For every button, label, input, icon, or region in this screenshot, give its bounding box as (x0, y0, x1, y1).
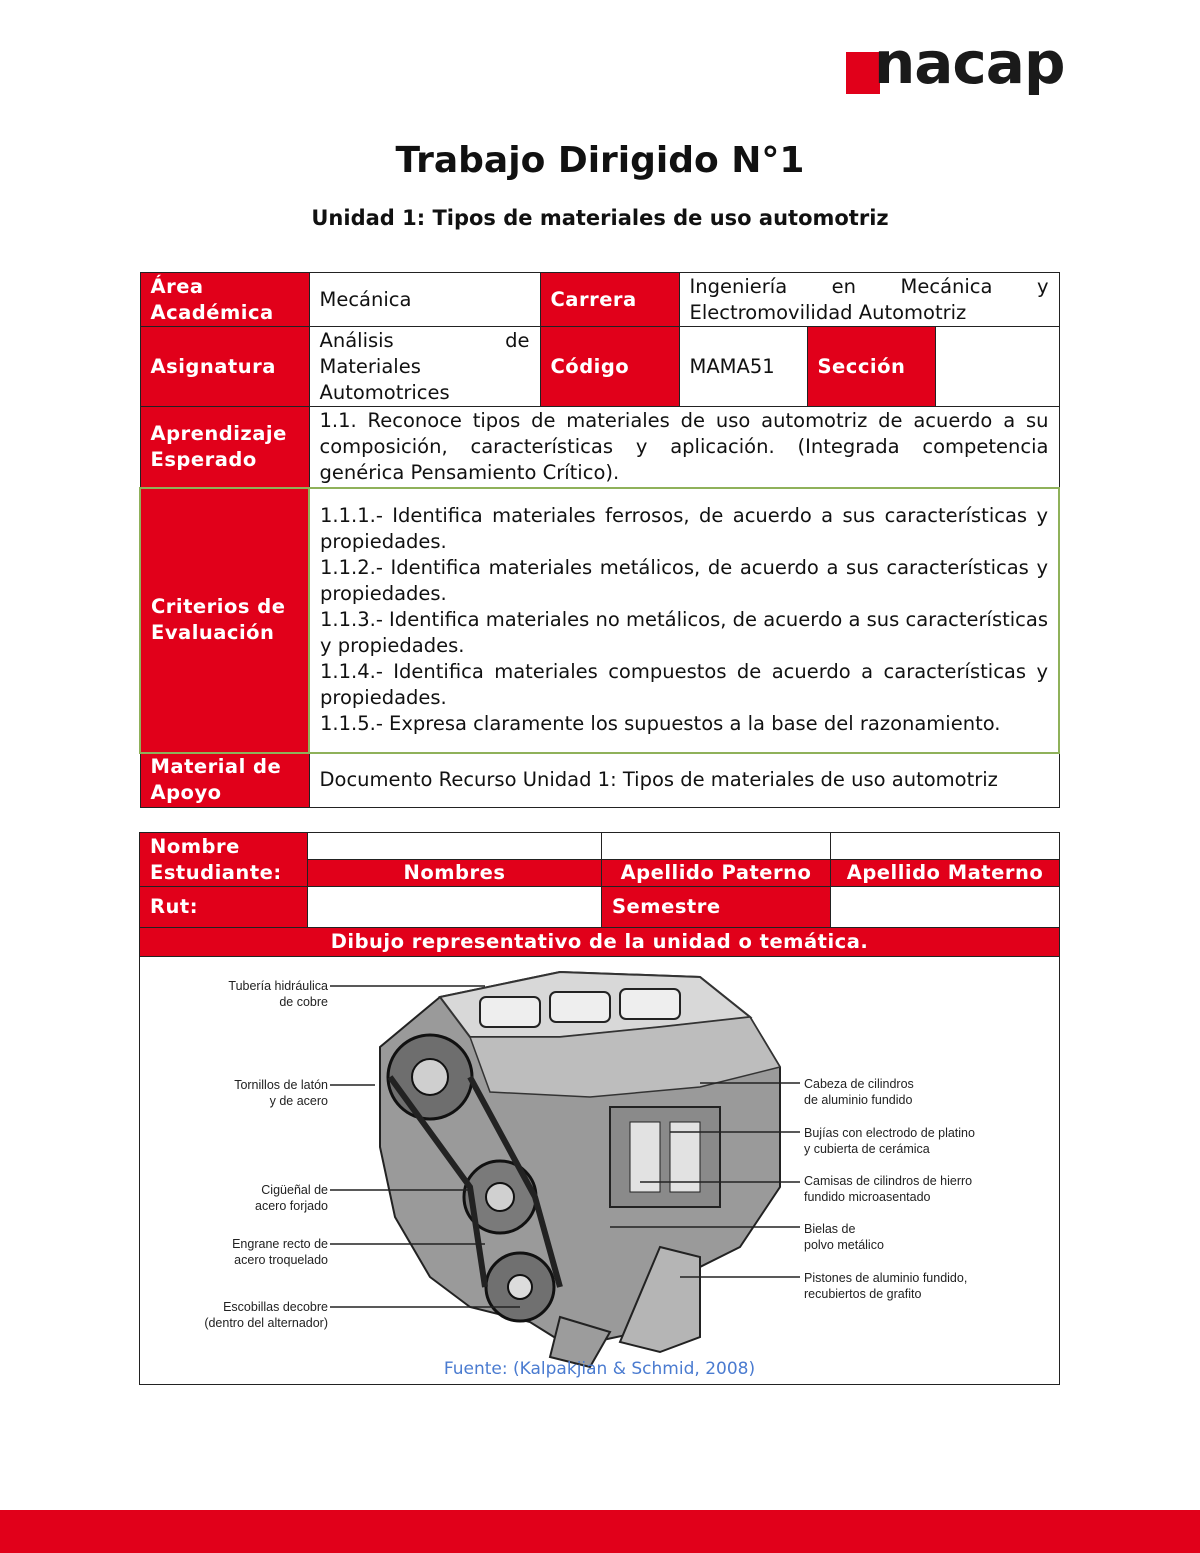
nombres-header: Nombres (308, 860, 602, 887)
semestre-label: Semestre (602, 887, 831, 928)
label-escobillas-2: (dentro del alternador) (204, 1316, 328, 1330)
rut-input[interactable] (308, 887, 602, 928)
criterio-item: 1.1.5.- Expresa claramente los supuestos a la base del razonamiento. (320, 712, 1001, 735)
carrera-line-2: Electromovilidad Automotriz (689, 300, 967, 324)
label-pistones-2: recubiertos de grafito (804, 1287, 922, 1301)
paterno-input[interactable] (602, 833, 831, 860)
criterios-label: Criterios de Evaluación (140, 488, 309, 753)
codigo-value: MAMA51 (679, 327, 807, 407)
label-cabeza: Cabeza de cilindros (804, 1077, 914, 1091)
asignatura-value (309, 327, 540, 407)
asignatura-line-3: Automotrices (319, 380, 450, 404)
label-camisas-2: fundido microasentado (804, 1190, 931, 1204)
label-escobillas: Escobillas decobre (223, 1300, 328, 1314)
label-camisas: Camisas de cilindros de hierro (804, 1174, 973, 1188)
engine-figure (140, 957, 1060, 1385)
label-tuberia: Tubería hidráulica (228, 979, 328, 993)
asignatura-line-1: Análisis de (319, 328, 530, 352)
aprendizaje-label: Aprendizaje Esperado (140, 407, 309, 488)
label-bielas-2: polvo metálico (804, 1238, 884, 1252)
asignatura-line-2: Materiales (319, 354, 421, 378)
label-pistones: Pistones de aluminio fundido, (804, 1271, 968, 1285)
seccion-label: Sección (807, 327, 935, 407)
label-engrane-2: acero troquelado (234, 1253, 328, 1267)
info-table (139, 272, 1060, 808)
figure-caption: Fuente: (Kalpakjian & Schmid, 2008) (443, 1359, 756, 1379)
paterno-header: Apellido Paterno (602, 860, 831, 887)
criterio-item: 1.1.4.- Identifica materiales compuestos de acuerdo a características y propiedades. (320, 660, 1049, 709)
materno-header: Apellido Materno (831, 860, 1060, 887)
seccion-value[interactable] (935, 327, 1059, 407)
area-label: Área Académica (140, 273, 309, 327)
codigo-label: Código (540, 327, 679, 407)
label-cabeza-2: de aluminio fundido (804, 1093, 913, 1107)
engine-illustration (140, 957, 1058, 1377)
nombre-label: Nombre Estudiante: (140, 833, 308, 887)
carrera-label: Carrera (540, 273, 679, 327)
materno-input[interactable] (831, 833, 1060, 860)
footer-bar (0, 1510, 1200, 1553)
label-tuberia-2: de cobre (279, 995, 328, 1009)
label-tornillos: Tornillos de latón (234, 1078, 328, 1092)
logo-text: nacap (874, 29, 1065, 97)
label-tornillos-2: y de acero (269, 1094, 328, 1108)
material-value: Documento Recurso Unidad 1: Tipos de materiales de uso automotriz (309, 753, 1059, 808)
rut-label: Rut: (140, 887, 308, 928)
page-subtitle: Unidad 1: Tipos de materiales de uso automotriz (311, 206, 889, 230)
carrera-line-1: Ingeniería en Mecánica y (689, 274, 1049, 298)
label-bujias-2: y cubierta de cerámica (804, 1142, 930, 1156)
criterio-item: 1.1.1.- Identifica materiales ferrosos, de acuerdo a sus características y propiedades. (320, 504, 1049, 553)
drawing-header: Dibujo representativo de la unidad o temática. (140, 928, 1060, 957)
label-engrane: Engrane recto de (232, 1237, 328, 1251)
carrera-value (679, 273, 1059, 327)
label-ciguenal-2: acero forjado (255, 1199, 328, 1213)
semestre-input[interactable] (831, 887, 1060, 928)
label-ciguenal: Cigüeñal de (261, 1183, 328, 1197)
student-table (139, 832, 1060, 1385)
label-bujias: Bujías con electrodo de platino (804, 1126, 975, 1140)
material-label: Material de Apoyo (140, 753, 309, 808)
criterio-item: 1.1.2.- Identifica materiales metálicos, de acuerdo a sus características y propiedades. (320, 556, 1049, 605)
page-title: Trabajo Dirigido N°1 (395, 140, 805, 181)
asignatura-label: Asignatura (140, 327, 309, 407)
criterio-item: 1.1.3.- Identifica materiales no metálicos, de acuerdo a sus características y propiedades. (320, 608, 1049, 657)
aprendizaje-value: 1.1. Reconoce tipos de materiales de uso automotriz de acuerdo a su composición, características y aplicación. (Integrada competencia genérica Pensamiento Crítico). (309, 407, 1059, 488)
area-value: Mecánica (309, 273, 540, 327)
nombres-input[interactable] (308, 833, 602, 860)
label-bielas: Bielas de (804, 1222, 856, 1236)
inacap-logo (846, 29, 1065, 110)
criterios-list (309, 488, 1059, 753)
